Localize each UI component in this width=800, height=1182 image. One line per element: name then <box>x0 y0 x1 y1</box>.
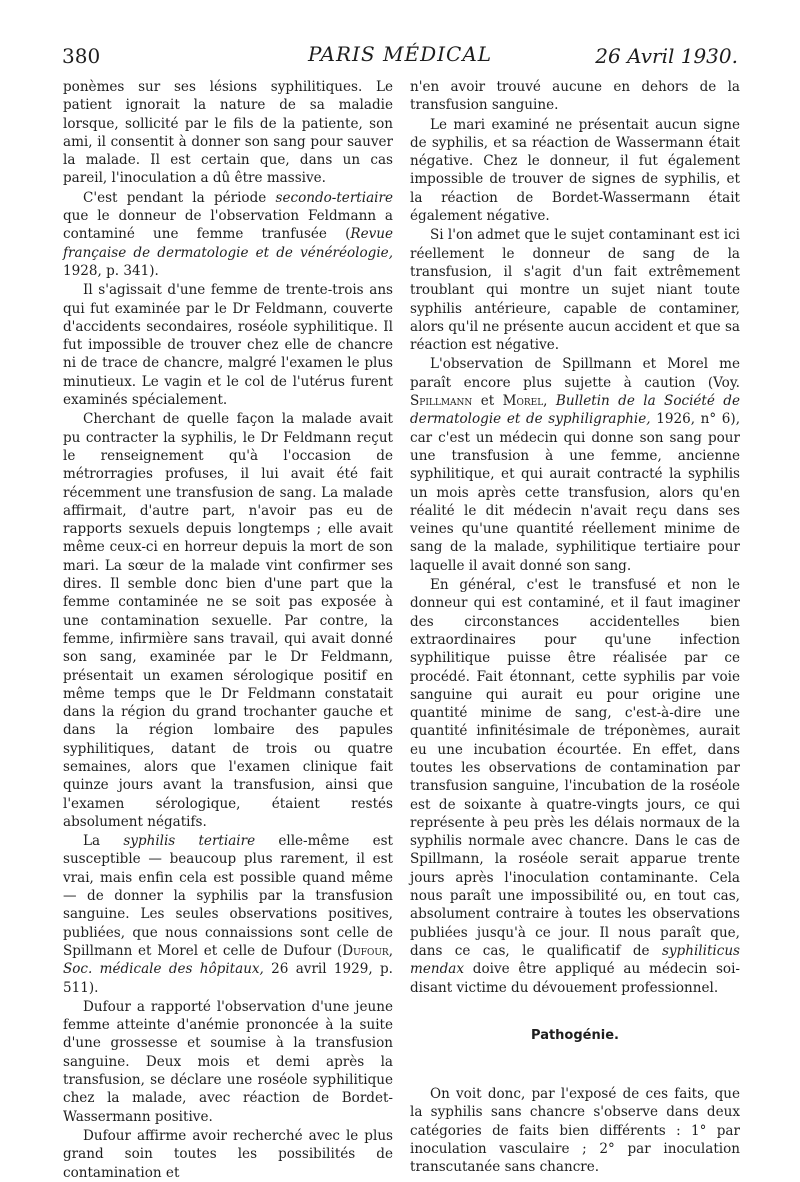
paragraph: Si l'on admet que le sujet contaminant est ici réellement le donneur de sang de la transfusion, il s'agit d'un fait extrêmement troublant qui montre un sujet niant toute syphilis antérieure, capable de contaminer, alors qu'il ne présente aucun accident et que sa réaction est négative. <box>410 227 740 354</box>
paragraph: En général, c'est le transfusé et non le donneur qui est contaminé, et il faut imaginer des circonstances accidentelles bien extraordinaires pour qu'une infection syphilitique puisse être réalisée par ce procédé. Fait étonnant, cette syphilis par voie sanguine qui aurait eu pour origine une quantité minime de sang, c'est-à-dire une quantité infinitésimale de tréponèmes, aurait eu une incubation écourtée. En effet, dans toutes les observations de contamination par transfusion sanguine, l'incubation de la roséole est de soixante à quatre-vingts jours, ce qui représente à peu près les délais normaux de la syphilis normale avec chancre. Dans le cas de Spillmann, la roséole serait apparue trente jours après l'inoculation contaminante. Cela nous paraît une impossibilité ou, en tout cas, absolument contraire à toutes les observations publiées jusqu'à ce jour. Il nous paraît que, dans ce cas, le qualificatif de syphiliticus mendax doive être appliqué au médecin soi-disant victime du dévouement professionnel. <box>410 577 740 996</box>
right-column <box>410 78 740 1177</box>
paragraph: Dufour a rapporté l'observation d'une jeune femme atteinte d'anémie prononcée à la suite d'une grossesse et soumise à la transfusion sanguine. Deux mois et demi après la transfusion, se déclare une roséole syphilitique chez la malade, avec réaction de Bordet-Wassermann positive. <box>63 998 393 1125</box>
paragraph: On voit donc, par l'exposé de ces faits, que la syphilis sans chancre s'observe dans deux catégories de faits bien différents : 1° par inoculation vasculaire ; 2° par inoculation transcutanée sans chancre. <box>410 1086 740 1176</box>
paragraph: ponèmes sur ses lésions syphilitiques. Le patient ignorait la nature de sa maladie lorsque, sollicité par le fils de la patiente, son ami, il consentit à donner son sang pour sauver la malade. Il est certain que, dans un cas pareil, l'inoculation a dû être massive. <box>63 79 393 187</box>
issue-date: 26 Avril 1930. <box>595 44 738 68</box>
paragraph: Cherchant de quelle façon la malade avait pu contracter la syphilis, le Dr Feldmann reçut le renseignement qu'à l'occasion de métrorragies profuses, il lui avait été fait récemment une transfusion de sang. La malade affirmait, d'autre part, n'avoir pas eu de rapports sexuels depuis longtemps ; elle avait même ceux-ci en horreur depuis la mort de son mari. La sœur de la malade vint confirmer ses dires. Il semble donc bien d'une part que la femme contaminée ne se soit pas exposée à une contamination sexuelle. Par contre, la femme, infirmière sans travail, qui avait donné son sang, examinée par le Dr Feldmann, présentait un examen sérologique positif en même temps que le Dr Feldmann constatait dans la région du grand trochanter gauche et dans la région lombaire des papules syphilitiques, datant de trois ou quatre semaines, alors que l'examen clinique fait quinze jours avant la transfusion, ainsi que l'examen sérologique, étaient restés absolument négatifs. <box>63 411 393 830</box>
paragraph: Il s'agissait d'une femme de trente-trois ans qui fut examinée par le Dr Feldmann, couverte d'accidents secondaires, roséole syphilitique. Il fut impossible de trouver chez elle de chancre ni de trace de chancre, malgré l'examen le plus minutieux. Le vagin et le col de l'utérus furent examinés spécialement. <box>63 282 393 409</box>
journal-title: PARIS MÉDICAL <box>307 42 493 66</box>
paragraph: Le mari examiné ne présentait aucun signe de syphilis, et sa réaction de Wassermann était négative. Chez le donneur, il fut également impossible de trouver de signes de syphilis, et la réaction de Bordet-Wassermann était également négative. <box>410 116 740 225</box>
page-header <box>62 38 738 72</box>
paragraph: Dufour affirme avoir recherché avec le plus grand soin toutes les possibilités de contamination et <box>63 1127 393 1181</box>
page-number: 380 <box>62 44 101 68</box>
paragraph: L'observation de Spillmann et Morel me paraît encore plus sujette à caution (Voy. Spillmann et Morel, Bulletin de la Société de dermatologie et de syphiligraphie, 1926, n° 6), car c'est un médecin qui donne son sang pour une transfusion à une femme, ancienne syphilitique, et qui aurait contracté la syphilis un mois après cette transfusion, alors qu'en réalité le dit médecin n'avait reçu dans ses veines qu'une quantité réellement minime de sang de la malade, syphilitique tertiaire pour laquelle il avait donné son sang. <box>410 356 740 574</box>
paragraph: n'en avoir trouvé aucune en dehors de la transfusion sanguine. <box>410 79 740 114</box>
paragraph: La syphilis tertiaire elle-même est susceptible — beaucoup plus rarement, il est vrai, mais enfin cela est possible quand même — de donner la syphilis par la transfusion sanguine. Les seules observations positives, publiées, que nous connaissions sont celle de Spillmann et Morel et celle de Dufour (Dufour, Soc. médicale des hôpitaux, 26 avril 1929, p. 511). <box>63 833 393 996</box>
left-column <box>63 78 393 1182</box>
section-heading: Pathogénie. <box>531 1027 619 1043</box>
paragraph: C'est pendant la période secondo-tertiaire que le donneur de l'observation Feldmann a contaminé une femme tranfusée (Revue française de dermatologie et de vénéréologie, 1928, p. 341). <box>63 189 393 279</box>
